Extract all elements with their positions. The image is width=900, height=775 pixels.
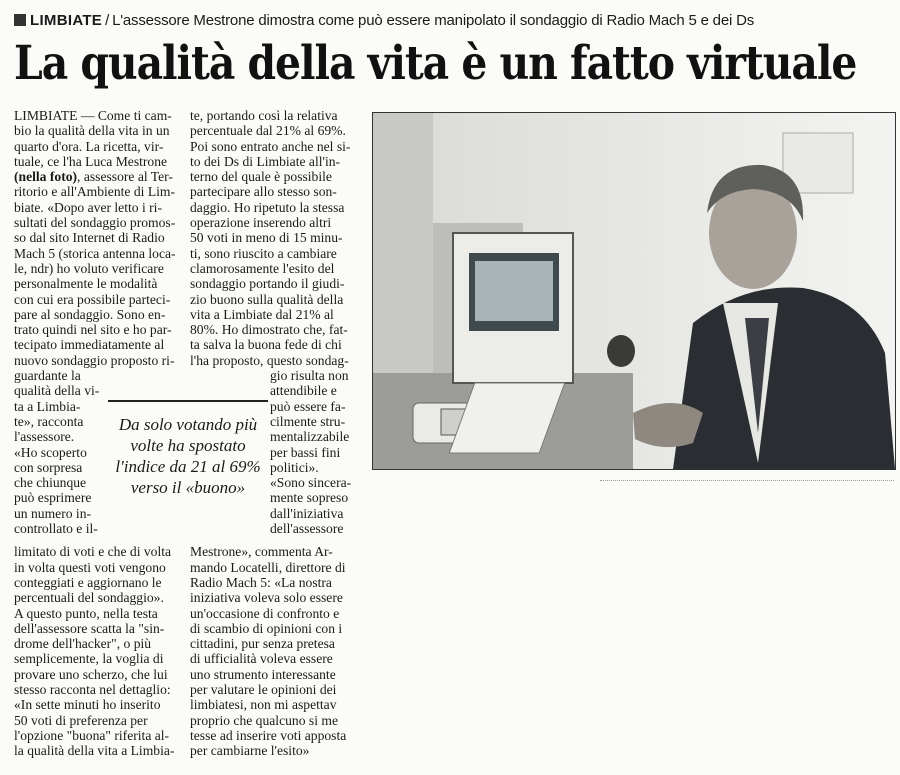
pull-quote <box>108 400 268 526</box>
article-text-line: uno strumento interessante <box>190 666 336 682</box>
article-text-line: proprio che qualcuno si me <box>190 712 338 728</box>
article-text-line: semplicemente, la voglia di <box>14 651 164 667</box>
article-text-line: «In sette minuti ho inserito <box>14 697 161 713</box>
article-text-line: sultati del sondaggio promos- <box>14 215 176 231</box>
kicker-separator: / <box>105 12 110 29</box>
article-text-line: conteggiati e aggiornano le <box>14 574 162 590</box>
article-text-line: ritorio e all'Ambiente di Lim- <box>14 184 176 200</box>
kicker-square-icon <box>14 14 26 26</box>
photo-man-at-computer-icon <box>373 113 895 469</box>
article-text-line: ta salva la buona fede di chi <box>190 337 342 353</box>
article-text-line: cittadini, pur senza pretesa <box>190 636 335 652</box>
article-text-line: per valutare le opinioni dei <box>190 681 337 697</box>
article-text-line: mando Locatelli, direttore di <box>190 559 346 575</box>
article-text-line: attendibile e <box>270 383 337 399</box>
article-text-line: dell'assessore <box>270 521 344 537</box>
article-text-line: cilmente stru- <box>270 413 346 429</box>
article-text-line: l'opzione "buona" riferita al- <box>14 727 170 743</box>
pull-quote-text: Da solo votando più volte ha spostato l'indice da 21 al 69% verso il «buono» <box>115 415 261 497</box>
article-text-line: limbiatesi, non mi aspettav <box>190 697 337 713</box>
article-text-line: pare al sondaggio. Sono en- <box>14 306 166 322</box>
article-text-line: limitato di voti e che di volta <box>14 544 172 560</box>
article-text-line: in volta questi voti vengono <box>14 559 166 575</box>
divider <box>600 480 894 481</box>
column-2-bottom <box>190 544 366 758</box>
article-text-line: zio buono sulla qualità della <box>190 291 344 307</box>
article-photo <box>372 112 896 470</box>
article-text-line: daggio. Ho ripetuto la stessa <box>190 199 345 215</box>
article-text-line: partecipare allo stesso son- <box>190 184 337 200</box>
article-text-line: di scambio di opinioni con i <box>190 620 343 636</box>
article-text-line: l'ha proposto, questo sondag- <box>190 352 349 368</box>
article-text-line: qualità della vi- <box>14 383 100 399</box>
article-text-line: te», racconta <box>14 413 84 429</box>
article-text-line: LIMBIATE — Come ti cam- <box>14 108 172 123</box>
article-text-line: tesse ad inserire voti apposta <box>190 727 347 743</box>
article-text-line: 50 voti di preferenza per <box>14 712 148 728</box>
article-text-line: operazione inserendo altri <box>190 215 332 231</box>
article-text-line: dall'iniziativa <box>270 505 344 521</box>
article-text-line: te, portando così la relativa <box>190 108 338 123</box>
article-text-line: con cui era possibile parteci- <box>14 291 171 307</box>
article-text-line: tecipato immediatamente al <box>14 337 165 353</box>
article-text-line: drome dell'hacker", o più <box>14 636 152 652</box>
article-text-line: to dei Ds di Limbiate all'in- <box>190 153 341 169</box>
article-kicker <box>14 12 894 34</box>
kicker-tag: LIMBIATE <box>30 12 103 29</box>
article-text-line: con sorpresa <box>14 459 83 475</box>
article-text-line: bio la qualità della vita in un <box>14 123 170 139</box>
article-text-line: trato quindi nel sito e ho par- <box>14 322 172 338</box>
headline: La qualità della vita è un fatto virtuale <box>14 36 857 91</box>
article-text-line: per cambiarne l'esito» <box>190 743 310 759</box>
article-text-line: può essere fa- <box>270 398 346 414</box>
article-text-line: guardante la <box>14 368 81 384</box>
article-text-line: provare uno scherzo, che lui <box>14 666 168 682</box>
article-text-line: ti, sono riuscito a cambiare <box>190 245 337 261</box>
article-text-line: (nella foto), assessore al Ter- <box>14 169 173 185</box>
article-text-line: politici». <box>270 459 319 475</box>
article-text-line: sondaggio portando il giudi- <box>190 276 345 292</box>
article-text-line: l'assessore. <box>14 429 75 445</box>
article-text-line: Radio Mach 5: «La nostra <box>190 574 332 590</box>
article-text-line: può esprimere <box>14 490 92 506</box>
article-text-line: personalmente le modalità <box>14 276 158 292</box>
article-text-line: vita a Limbiate dal 21% al <box>190 306 334 322</box>
article-text-line: un numero in- <box>14 505 92 521</box>
article-text-line: so dal sito Internet di Radio <box>14 230 165 246</box>
article-text-line: Mestrone», commenta Ar- <box>190 544 333 560</box>
column-1-bottom <box>14 544 186 758</box>
article-text-line: 80%. Ho dimostrato che, fat- <box>190 322 348 338</box>
article-text-line: la qualità della vita a Limbia- <box>14 743 175 759</box>
article-text-line: che chiunque <box>14 475 87 491</box>
article-text-line: stesso racconta nel dettaglio: <box>14 681 171 697</box>
article-text-line: nuovo sondaggio proposto ri- <box>14 352 175 368</box>
article-text-line: iniziativa voleva solo essere <box>190 590 343 606</box>
article-text-line: mente sopreso <box>270 490 349 506</box>
article-text-line: «Ho scoperto <box>14 444 87 460</box>
article-text-line: le, ndr) ho voluto verificare <box>14 260 164 276</box>
article-text-line: mentalizzabile <box>270 429 350 445</box>
article-text-line: percentuali del sondaggio». <box>14 590 164 606</box>
article-text-line: ta a Limbia- <box>14 398 81 414</box>
article-text-line: dell'assessore scatta la "sin- <box>14 620 165 636</box>
article-text-line: 50 voti in meno di 15 minu- <box>190 230 343 246</box>
article-text-line: Mach 5 (storica antenna loca- <box>14 245 176 261</box>
article-text-line: percentuale dal 21% al 69%. <box>190 123 346 139</box>
article-text-line: clamorosamente l'esito del <box>190 260 335 276</box>
article-text-line: gio risulta non <box>270 368 349 384</box>
article-text-line: A questo punto, nella testa <box>14 605 158 621</box>
article-text-line: biate. «Dopo aver letto i ri- <box>14 199 162 215</box>
article-text-line: di ufficialità voleva essere <box>190 651 333 667</box>
article-text-line: controllato e il- <box>14 521 98 537</box>
article-text-line: tuale, ce l'ha Luca Mestrone <box>14 153 168 169</box>
article-text-line: Poi sono entrato anche nel si- <box>190 138 351 154</box>
article-text-line: per bassi fini <box>270 444 341 460</box>
article-text-line: terno del quale è possibile <box>190 169 332 185</box>
article-text-line: «Sono sincera- <box>270 475 352 491</box>
article-text-line: un'occasione di confronto e <box>190 605 340 621</box>
kicker-text: L'assessore Mestrone dimostra come può essere manipolato il sondaggio di Radio Mach 5 e dei Ds <box>112 12 755 29</box>
article-text-line: quarto d'ora. La ricetta, vir- <box>14 138 164 154</box>
